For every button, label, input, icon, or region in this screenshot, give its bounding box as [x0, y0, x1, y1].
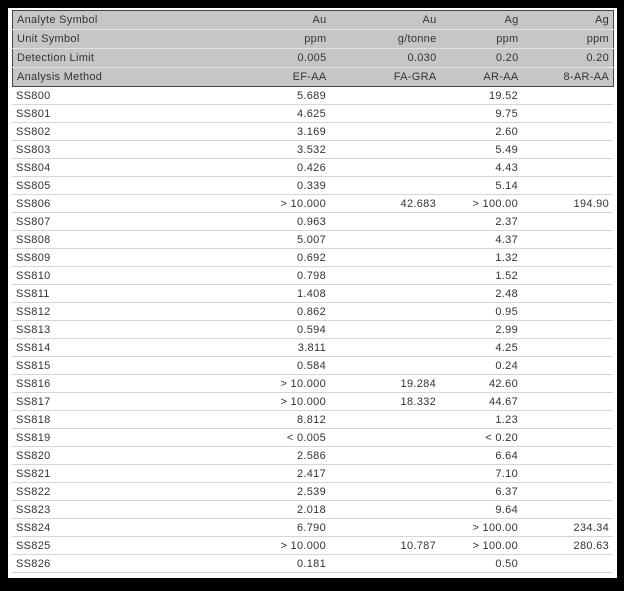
cell-au-ppm: 2.018 — [242, 501, 330, 519]
cell-ag-ppm-2 — [522, 159, 613, 177]
cell-au-gtonne — [330, 519, 440, 537]
table-row — [12, 285, 613, 303]
header-row — [13, 30, 614, 49]
cell-ag-ppm: 6.64 — [440, 447, 522, 465]
table-row — [12, 411, 613, 429]
table-row — [12, 195, 613, 213]
header-row — [13, 49, 614, 68]
cell-au-ppm: 0.594 — [242, 321, 330, 339]
cell-ag-ppm-2 — [522, 501, 613, 519]
cell-ag-ppm-2 — [522, 213, 613, 231]
sample-id: SS818 — [12, 411, 242, 429]
header-value-au-gtonne: Au — [331, 11, 441, 30]
cell-ag-ppm-2 — [522, 375, 613, 393]
table-row — [12, 87, 613, 105]
header-row-label: Analyte Symbol — [13, 11, 243, 30]
sample-id: SS805 — [12, 177, 242, 195]
cell-au-gtonne — [330, 285, 440, 303]
sample-id: SS806 — [12, 195, 242, 213]
cell-au-gtonne — [330, 465, 440, 483]
cell-ag-ppm-2 — [522, 555, 613, 573]
cell-ag-ppm-2 — [522, 141, 613, 159]
cell-ag-ppm: 2.37 — [440, 213, 522, 231]
cell-ag-ppm-2 — [522, 465, 613, 483]
header-value-ag-ppm-2: 0.20 — [523, 49, 614, 68]
cell-au-gtonne: 42.683 — [330, 195, 440, 213]
cell-au-ppm: 0.862 — [242, 303, 330, 321]
cell-au-ppm: 0.426 — [242, 159, 330, 177]
cell-ag-ppm: 5.14 — [440, 177, 522, 195]
cell-au-ppm: 2.586 — [242, 447, 330, 465]
sample-id: SS801 — [12, 105, 242, 123]
cell-au-ppm: 2.539 — [242, 483, 330, 501]
cell-ag-ppm: 5.49 — [440, 141, 522, 159]
cell-au-ppm: > 10.000 — [242, 393, 330, 411]
cell-au-gtonne — [330, 231, 440, 249]
header-value-au-ppm: EF-AA — [292, 71, 327, 83]
sample-id: SS822 — [12, 483, 242, 501]
header-value-ag-ppm-2: ppm — [523, 30, 614, 49]
cell-ag-ppm: > 100.00 — [440, 195, 522, 213]
cell-au-gtonne — [330, 123, 440, 141]
cell-ag-ppm: 0.50 — [440, 555, 522, 573]
cell-ag-ppm-2 — [522, 321, 613, 339]
cell-ag-ppm: 9.75 — [440, 105, 522, 123]
cell-au-gtonne — [330, 555, 440, 573]
cell-au-ppm: 4.625 — [242, 105, 330, 123]
cell-ag-ppm-2 — [522, 249, 613, 267]
cell-au-gtonne: 10.787 — [330, 537, 440, 555]
cell-ag-ppm: 1.32 — [440, 249, 522, 267]
cell-au-gtonne — [330, 321, 440, 339]
cell-au-gtonne — [330, 267, 440, 285]
header-value-au-ppm: 0.005 — [243, 49, 331, 68]
sample-id: SS813 — [12, 321, 242, 339]
cell-au-ppm: < 0.005 — [242, 429, 330, 447]
table-row — [12, 249, 613, 267]
cell-ag-ppm: 2.99 — [440, 321, 522, 339]
cell-ag-ppm: 4.25 — [440, 339, 522, 357]
cell-ag-ppm-2 — [522, 483, 613, 501]
cell-au-ppm: > 10.000 — [242, 375, 330, 393]
sample-id: SS800 — [12, 87, 242, 105]
table-row — [12, 537, 613, 555]
cell-ag-ppm: < 0.20 — [440, 429, 522, 447]
cell-ag-ppm: 4.37 — [440, 231, 522, 249]
table-row — [12, 519, 613, 537]
cell-au-ppm: 0.963 — [242, 213, 330, 231]
cell-ag-ppm: 19.52 — [440, 87, 522, 105]
header-row-label: Analysis Method — [17, 71, 103, 83]
cell-au-gtonne — [330, 177, 440, 195]
sample-id: SS804 — [12, 159, 242, 177]
header-value-ag-ppm: 0.20 — [441, 49, 523, 68]
table-row — [12, 303, 613, 321]
cell-au-gtonne — [330, 303, 440, 321]
header-value-au-gtonne: FA-GRA — [393, 71, 437, 83]
cell-au-gtonne — [330, 339, 440, 357]
cell-au-ppm: 0.584 — [242, 357, 330, 375]
table-row — [12, 429, 613, 447]
header-value-ag-ppm-2: Ag — [523, 11, 614, 30]
cell-ag-ppm-2 — [522, 411, 613, 429]
sample-id: SS826 — [12, 555, 242, 573]
sample-id: SS807 — [12, 213, 242, 231]
sample-id: SS802 — [12, 123, 242, 141]
cell-au-gtonne — [330, 87, 440, 105]
cell-ag-ppm: 1.23 — [440, 411, 522, 429]
cell-au-gtonne — [330, 105, 440, 123]
cell-ag-ppm: 9.64 — [440, 501, 522, 519]
cell-ag-ppm-2 — [522, 339, 613, 357]
sample-id: SS816 — [12, 375, 242, 393]
report-page — [8, 8, 617, 578]
table-row — [12, 357, 613, 375]
table-row — [12, 321, 613, 339]
table-row — [12, 177, 613, 195]
cell-ag-ppm-2 — [522, 87, 613, 105]
table-row — [12, 465, 613, 483]
cell-au-ppm: 8.812 — [242, 411, 330, 429]
cell-au-gtonne — [330, 249, 440, 267]
cell-ag-ppm: 0.95 — [440, 303, 522, 321]
cell-au-ppm: 6.790 — [242, 519, 330, 537]
cell-ag-ppm: > 100.00 — [440, 519, 522, 537]
table-row — [12, 231, 613, 249]
cell-ag-ppm-2 — [522, 429, 613, 447]
table-row — [12, 267, 613, 285]
sample-id: SS821 — [12, 465, 242, 483]
cell-ag-ppm-2 — [522, 231, 613, 249]
sample-id: SS815 — [12, 357, 242, 375]
header-value-ag-ppm-2: 8-AR-AA — [563, 71, 609, 83]
header-value-au-gtonne: g/tonne — [331, 30, 441, 49]
cell-au-gtonne — [330, 429, 440, 447]
sample-id: SS817 — [12, 393, 242, 411]
header-value-au-ppm: Au — [243, 11, 331, 30]
cell-ag-ppm-2: 194.90 — [522, 195, 613, 213]
table-row — [12, 339, 613, 357]
table-row — [12, 213, 613, 231]
cell-ag-ppm: 4.43 — [440, 159, 522, 177]
table-row — [12, 555, 613, 573]
cell-au-gtonne: 19.284 — [330, 375, 440, 393]
cell-au-ppm: 3.811 — [242, 339, 330, 357]
cell-ag-ppm-2: 234.34 — [522, 519, 613, 537]
sample-id: SS824 — [12, 519, 242, 537]
header-value-au-ppm: ppm — [243, 30, 331, 49]
table-row — [12, 141, 613, 159]
table-row — [12, 375, 613, 393]
cell-au-ppm: 0.692 — [242, 249, 330, 267]
cell-au-gtonne — [330, 159, 440, 177]
cell-ag-ppm-2 — [522, 357, 613, 375]
cell-au-gtonne — [330, 501, 440, 519]
cell-ag-ppm-2 — [522, 285, 613, 303]
sample-id: SS819 — [12, 429, 242, 447]
cell-ag-ppm-2 — [522, 393, 613, 411]
table-row — [12, 123, 613, 141]
sample-id: SS810 — [12, 267, 242, 285]
header-value-ag-ppm: ppm — [441, 30, 523, 49]
cell-au-ppm: 2.417 — [242, 465, 330, 483]
cell-au-ppm: 5.689 — [242, 87, 330, 105]
cell-ag-ppm: 2.48 — [440, 285, 522, 303]
cell-ag-ppm-2 — [522, 447, 613, 465]
table-row — [12, 393, 613, 411]
cell-ag-ppm: 42.60 — [440, 375, 522, 393]
assay-header-table — [12, 10, 614, 87]
table-row — [12, 447, 613, 465]
cell-au-ppm: 5.007 — [242, 231, 330, 249]
cell-au-gtonne — [330, 357, 440, 375]
cell-au-ppm: > 10.000 — [242, 537, 330, 555]
cell-ag-ppm-2: 280.63 — [522, 537, 613, 555]
sample-id: SS809 — [12, 249, 242, 267]
cell-au-ppm: 3.169 — [242, 123, 330, 141]
table-row — [12, 483, 613, 501]
cell-au-ppm: > 10.000 — [242, 195, 330, 213]
cell-au-ppm: 3.532 — [242, 141, 330, 159]
cell-au-ppm: 1.408 — [242, 285, 330, 303]
cell-ag-ppm-2 — [522, 105, 613, 123]
sample-id: SS820 — [12, 447, 242, 465]
table-row — [12, 501, 613, 519]
cell-ag-ppm: 1.52 — [440, 267, 522, 285]
table-row — [12, 105, 613, 123]
cell-ag-ppm-2 — [522, 177, 613, 195]
header-row — [13, 11, 614, 30]
cell-au-gtonne — [330, 141, 440, 159]
header-row-label: Detection Limit — [13, 49, 243, 68]
sample-id: SS803 — [12, 141, 242, 159]
cell-ag-ppm-2 — [522, 303, 613, 321]
cell-ag-ppm-2 — [522, 267, 613, 285]
header-value-ag-ppm: Ag — [441, 11, 523, 30]
header-row-label: Unit Symbol — [13, 30, 243, 49]
cell-au-ppm: 0.798 — [242, 267, 330, 285]
cell-ag-ppm: 7.10 — [440, 465, 522, 483]
cell-ag-ppm: 2.60 — [440, 123, 522, 141]
header-value-ag-ppm: AR-AA — [483, 71, 519, 83]
sample-id: SS808 — [12, 231, 242, 249]
sample-id: SS814 — [12, 339, 242, 357]
cell-au-gtonne: 18.332 — [330, 393, 440, 411]
cell-ag-ppm: 44.67 — [440, 393, 522, 411]
sample-id: SS823 — [12, 501, 242, 519]
cell-au-ppm: 0.181 — [242, 555, 330, 573]
sample-id: SS825 — [12, 537, 242, 555]
cell-au-gtonne — [330, 213, 440, 231]
cell-ag-ppm-2 — [522, 123, 613, 141]
sample-id: SS811 — [12, 285, 242, 303]
header-row — [13, 68, 614, 87]
assay-data-table — [12, 87, 613, 573]
cell-ag-ppm: 6.37 — [440, 483, 522, 501]
cell-ag-ppm: > 100.00 — [440, 537, 522, 555]
header-value-au-gtonne: 0.030 — [331, 49, 441, 68]
cell-ag-ppm: 0.24 — [440, 357, 522, 375]
table-row — [12, 159, 613, 177]
cell-au-ppm: 0.339 — [242, 177, 330, 195]
cell-au-gtonne — [330, 483, 440, 501]
cell-au-gtonne — [330, 447, 440, 465]
cell-au-gtonne — [330, 411, 440, 429]
sample-id: SS812 — [12, 303, 242, 321]
